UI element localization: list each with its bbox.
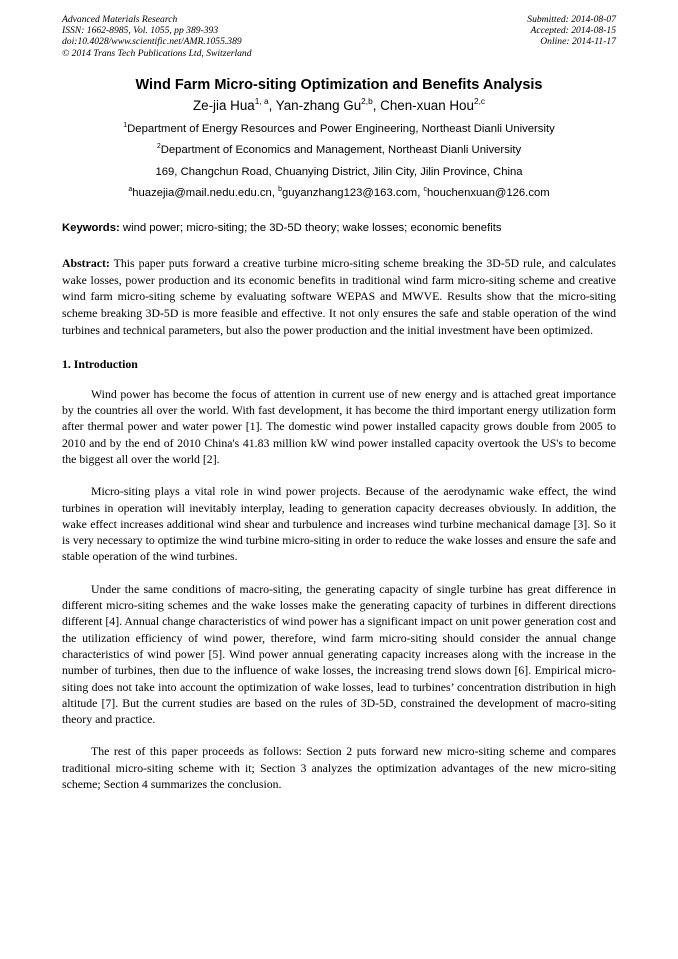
doi-line: doi:10.4028/www.scientific.net/AMR.1055.389 xyxy=(62,36,242,48)
keywords-text: wind power; micro-siting; the 3D-5D theory; wake losses; economic benefits xyxy=(122,221,502,234)
author-name: Ze-jia Hua xyxy=(192,97,255,113)
affiliation-1: $^1$Department of Energy Resources and Power Engineering, Northeast Dianli University xyxy=(123,121,555,135)
body-paragraph: Wind power has become the focus of attention in current use of new energy and is attached great importance by the countries all over the world. With fast development, it has become the third important energy utilization form after thermal power and water power [1]. The domestic wind power installed capacity grows double from 2005 to 2010 and by the end of 2010 China's 41.83 million kW wind power installed capacity overtook the US's to become the biggest all over the world [2]. xyxy=(62,386,616,466)
body-paragraph: The rest of this paper proceeds as follows: Section 2 puts forward new micro-siting scheme and compares traditional micro-siting scheme with it; Section 3 analyzes the optimization advantages of the new micro-siting scheme; Section 4 summarizes the conclusion. xyxy=(62,744,616,792)
abstract xyxy=(62,255,616,339)
publication-dates xyxy=(527,14,616,59)
author-superscript: 2,b xyxy=(361,95,373,106)
affiliations xyxy=(62,119,616,205)
paper-title: Wind Farm Micro-siting Optimization and Benefits Analysis xyxy=(135,76,543,93)
email-link: houchenxuan@126.com xyxy=(427,187,550,200)
author-name: Yan-zhang Gu xyxy=(275,97,362,113)
abstract-text: This paper puts forward a creative turbine micro-siting scheme breaking the 3D-5D rule, and calculates wake losses, power production and its economic benefits in traditional wind farm micro-siting scheme and creative wind farm micro-siting scheme by evaluating software WEPAS and MWVE. Results show that the micro-siting scheme breaking 3D-5D is more feasible and effective. It not only ensures the safe and stable operation of the wind turbines and technical parameters, but also the power production and the initial investment have been optimized. xyxy=(62,255,616,337)
keywords xyxy=(62,221,616,235)
online-date: Online: 2014-11-17 xyxy=(540,36,616,48)
author-superscript: 1, a xyxy=(254,95,269,106)
body-paragraph: Under the same conditions of macro-siting, the generating capacity of single turbine has great difference in different micro-siting schemes and the wake losses make the generating capacity of turbines in different directions different [4]. Annual change characteristics of wind power has a significant impact on unit power generation cost and the utilization efficiency of wind power, therefore, wind farm micro-siting should consider the annual change characteristics of wind power [5]. Wind power annual generating capacity increases along with the increase in the number of turbines, then due to the influence of wake losses, the increasing trend slows down [6]. Empirical micro-siting does not take into account the optimization of wake losses, lead to turbines’ concentration distribution in high altitude [7]. But the current studies are based on the rules of 3D-5D, constrained the development of macro-siting theory and practice. xyxy=(62,581,616,727)
body-paragraph: Micro-siting plays a vital role in wind power projects. Because of the aerodynamic wake effect, the wind turbines in operation will inevitably interplay, leading to generation capacity decreases obviously. In addition, the wake effect increases additional wind shear and turbulence and increases wind turbine mechanical damage [3]. So it is very necessary to optimize the wind turbine micro-siting in order to reduce the wake losses and ensure the safe and stable operation of the wind turbines. xyxy=(62,484,616,564)
journal-header xyxy=(62,14,616,59)
email-link: huazejia@mail.nedu.edu.cn xyxy=(132,187,272,200)
publication-info xyxy=(62,14,252,59)
keywords-label: Keywords: xyxy=(62,221,120,234)
author-emails: $^a$huazejia@mail.nedu.edu.cn, $^b$guyanzhang123@163.com, $^c$houchenxuan@126.com xyxy=(128,186,550,200)
issn-line: ISSN: 1662-8985, Vol. 1055, pp 389-393 xyxy=(62,25,219,37)
journal-name: Advanced Materials Research xyxy=(62,14,178,25)
email-link: guyanzhang123@163.com xyxy=(282,187,418,200)
section-heading-introduction: 1. Introduction xyxy=(62,356,138,371)
accepted-date: Accepted: 2014-08-15 xyxy=(530,25,616,37)
author-name: Chen-xuan Hou xyxy=(380,97,474,113)
copyright-line: © 2014 Trans Tech Publications Ltd, Switzerland xyxy=(62,47,252,59)
author-superscript: 2,c xyxy=(473,95,486,106)
author-list: Ze-jia Hua$^{1, a}$, Yan-zhang Gu$^{2,b}$, Chen-xuan Hou$^{2,c}$ xyxy=(192,95,486,113)
submitted-date: Submitted: 2014-08-07 xyxy=(527,14,616,25)
affiliation-2: $^2$Department of Economics and Management, Northeast Dianli University xyxy=(156,143,522,157)
abstract-label: Abstract: xyxy=(62,255,110,270)
affiliation-address: 169, Changchun Road, Chuanying District, Jilin City, Jilin Province, China xyxy=(155,165,523,178)
